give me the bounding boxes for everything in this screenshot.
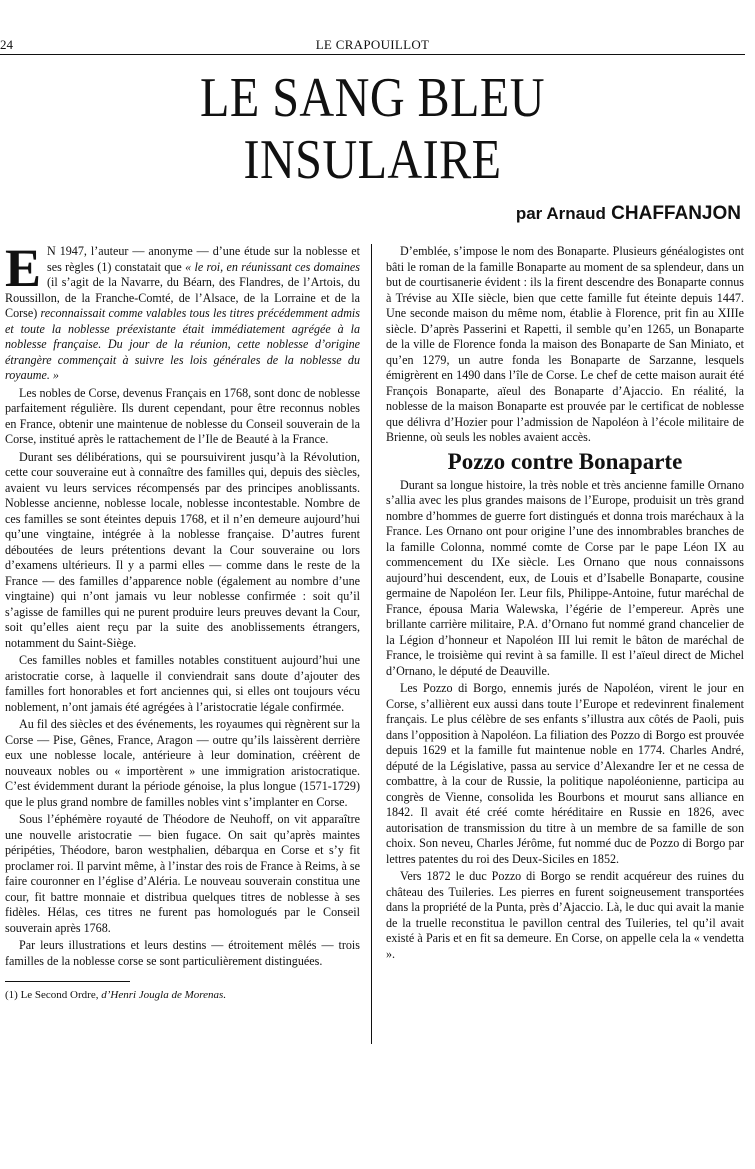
- section-subheading: Pozzo contre Bonaparte: [447, 448, 683, 474]
- footnote-rule: [5, 981, 130, 982]
- byline-author: CHAFFANJON: [611, 203, 741, 224]
- paragraph: Sous l’éphémère royauté de Théodore de Neuhoff, on vit apparaître une nouvelle aristocratie — bien fugace. On sait qu’après maintes péripéties, Théodore, baron westphalien, débarqua en Corse et s’y fit proclamer roi. Il parvint même, à l’instar des rois de France à Reims, à se faire couronner en l’église d’Aléria. Le nouveau souverain constitua une cour, fit battre monnaie et distribua quelques titres de noblesse à ses fidèles. Hélas, ces titres ne furent pas homologués par le Conseil souverain après 1768.: [5, 812, 360, 935]
- column-divider: [371, 244, 372, 1044]
- paragraph: E N 1947, l’auteur — anonyme — d’une étude sur la noblesse et ses règles (1) constatait que « le roi, en réunissant ces domaines (il s’agit de la Navarre, du Béarn, des Flandres, de l’Artois, du Roussillon, de la Franche-Comté, de l’Alsace, de la Lorraine et de la Corse) reconnaissait comme valables tous les titres précédemment admis et toute la noblesse préexistante était immédiatement agrégée à la noblesse française. Du jour de la réunion, cette noblesse d’origine étrangère commençait à suivre les lois générales de la noblesse du royaume. »: [5, 238, 360, 382]
- paragraph: Durant ses délibérations, qui se poursuivirent jusqu’à la Révolution, cette cour souveraine eut à connaître des familles qui, depuis des siècles, avaient vu leurs services récompensés par des principes anoblissants. Noblesse ancienne, noblesse locale, noblesse incontestable. Nombre de ces familles se sont éteintes depuis 1768, et il n’en demeure aujourd’hui qu’une vingtaine, intégrée à la noblesse française. D’autres furent déboutées de leurs prétentions devant la Cour souveraine ou lors d’examens ultérieurs. Il y a parmi elles — comme dans le reste de la France — des familles d’apparence noble (également au nombre d’une vingtaine) qui n’ont jamais vu leur noblesse confirmée : soit qu’il s’agisse de familles qui ne purent produire leurs preuves devant la Cour, soit qu’elles aient reçu par la suite des anoblissements étrangers, notamment du Saint-Siège.: [5, 449, 360, 650]
- paragraph: Au fil des siècles et des événements, les royaumes qui règnèrent sur la Corse — Pise, Gênes, France, Aragon — outre qu’ils laissèrent derrière eux une noblesse locale, antérieure à leur domination, créèrent de nouveaux nobles ou « importèrent » une immigration aristocratique. C’est évidemment durant la période génoise, la plus longue (1571-1729) que le plus grand nombre de familles nobles vint s’implanter en Corse.: [5, 717, 360, 809]
- paragraph: Par leurs illustrations et leurs destins — étroitement mêlés — trois familles de la noblesse corse se sont particulièrement distinguées.: [5, 938, 360, 968]
- byline-prefix: par Arnaud: [515, 204, 606, 223]
- article-title-line1: LE SANG BLEU: [200, 67, 545, 129]
- paragraph: Durant sa longue histoire, la très noble et très ancienne famille Ornano s’allia avec les plus grandes maisons de l’Europe, produisit un très grand nombre d’hommes de guerre fort distingués et donna trois maréchaux à la France. Les Ornano ont pour origine l’une des innombrables branches de la famille Colonna, nommé comte de Corse par le pape Léon IX au commencement du IXe siècle. Les Ornano que nous connaissons aujourd’hui descendent, eux, de Louis et d’Isabelle Bonaparte, cousine germaine de Napoléon Ier. Leur fils, Philippe-Antoine, futur maréchal de France, épousa Maria Walewska, l’égérie de l’empereur. Après une brillante carrière militaire, P.A. d’Ornano fut nommé grand chancelier de la Légion d’honneur et Napoléon III lui remit le bâton de maréchal de France, le troisième qui revint à sa famille. Il est l’aïeul direct de Michel d’Ornano, le député de Deauville.: [386, 477, 744, 678]
- paragraph: Ces familles nobles et familles notables constituent aujourd’hui une aristocratie corse, à laquelle il conviendrait sans doute d’ajouter des familles fort honorables et fort anciennes qui, si elles ont toujours vécu noblement, n’ont jamais été agrégées à l’aristocratie légale confirmée.: [5, 653, 360, 714]
- article-title-line2: INSULAIRE: [243, 129, 502, 191]
- byline: [516, 203, 741, 225]
- magazine-name: LE CRAPOUILLOT: [315, 37, 430, 52]
- header-rule: [0, 54, 745, 55]
- paragraph: Vers 1872 le duc Pozzo di Borgo se rendit acquéreur des ruines du château des Tuileries. Les pierres en furent soigneusement transportées dans la propriété de la Punta, près d’Ajaccio. Là, le duc qui avait la manie de la truelle reconstitua le pavillon central des Tuileries, tel qu’il avait existé à Paris et en fit sa demeure. En Corse, on appelle cela la « vendetta ».: [386, 869, 744, 961]
- paragraph: Les Pozzo di Borgo, ennemis jurés de Napoléon, virent le jour en Corse, s’allièrent eux aussi dans toute l’Europe et redevinrent finalement français. Le plus célèbre de ses enfants s’illustra aux côtés de Paoli, puis dans l’opposition à Napoléon. La filiation des Pozzo di Borgo est prouvée depuis 1629 et la famille fut maintenue noble en 1774. Charles André, député de la Législative, passa au service d’Alexandre Ier et ne cessa de combattre, à la cour de Russie, la politique napoléonienne, participa au congrès de Vienne, consolida les Bourbons et mourut sans alliance en 1842. Il avait été créé comte héréditaire en Russie en 1826, avec autorisation de transmission du titre à un membre de sa famille de son choix. Son neveu, Charles Jérôme, fut nommé duc de Pozzo di Borgo par lettres patentes du roi des Deux-Siciles en 1852.: [386, 681, 744, 866]
- left-column: [5, 238, 360, 1004]
- paragraph: Les nobles de Corse, devenus Français en 1768, sont donc de noblesse parfaitement régulière. Ils durent cependant, pour être reconnus nobles en France, obtenir une maintenue de noblesse du Conseil souverain de la Corse, institué après le rattachement de l’Ile de Beauté à la France.: [5, 385, 360, 446]
- paragraph: D’emblée, s’impose le nom des Bonaparte. Plusieurs généalogistes ont bâti le roman de la famille Bonaparte au moment de sa splendeur, dans un but de courtisanerie évident : ils la firent descendre des Bonaparte connus à Trévise au XIIe siècle, bien que cette famille fut éteinte depuis 1447. Une seconde maison du même nom, établie à Florence, prit fin au XIIIe siècle. D’après Passerini et Rapetti, il semble qu’en 1265, un Bonaparte de la ville de Florence fonda la maison des Bonaparte de San Miniato, et qu’en 1279, un autre fonda les Bonaparte de Sarzanne, lesquels émigrèrent en 1490 dans l’île de Corse. Le chef de cette maison aurait été François Bonaparte, aïeul des Bonaparte d’Ajaccio. En réalité, la noblesse de la maison Bonaparte est prouvée par le certificat de noblesse que délivra d’Hozier pour l’admission de Napoléon à l’école militaire de Brienne, où seuls les nobles avaient accès.: [386, 244, 744, 444]
- right-column: [386, 244, 744, 964]
- footnote: (1) Le Second Ordre, d’Henri Jougla de Morenas.: [5, 989, 227, 1001]
- page-number: 24: [0, 37, 13, 52]
- drop-cap: E: [5, 238, 42, 298]
